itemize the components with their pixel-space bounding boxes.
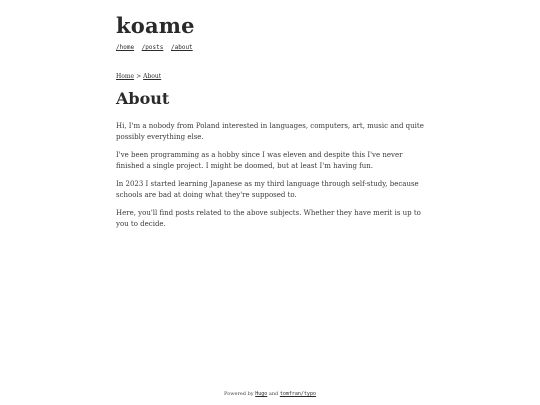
page-title: About xyxy=(116,89,170,108)
main-nav xyxy=(116,43,197,52)
content-paragraph-intro: Hi, I'm a nobody from Poland interested in languages, computers, art, music and quite possibly everything else. xyxy=(116,122,424,141)
page-content xyxy=(116,121,428,237)
footer-hugo-link[interactable]: Hugo xyxy=(255,391,268,397)
footer-theme-link[interactable]: tomfran/typo xyxy=(279,391,316,397)
footer-and: and xyxy=(268,391,279,397)
nav-link-about[interactable]: /about xyxy=(171,44,193,51)
breadcrumb-current-link[interactable]: About xyxy=(143,73,162,80)
site-footer xyxy=(0,391,540,398)
content-paragraph-programming: I've been programming as a hobby since I was eleven and despite this I've never finished a single project. I might be doomed, but at least I'm having fun. xyxy=(116,151,403,170)
site-title-link[interactable]: koame xyxy=(116,13,195,38)
breadcrumb-home-link[interactable]: Home xyxy=(116,73,135,80)
content-paragraph-posts: Here, you'll find posts related to the above subjects. Whether they have merit is up to you to decide. xyxy=(116,209,421,228)
breadcrumb xyxy=(116,73,161,81)
breadcrumb-separator: > xyxy=(136,73,142,80)
nav-link-posts[interactable]: /posts xyxy=(141,44,164,51)
footer-powered-by: Powered by xyxy=(224,391,254,397)
content-paragraph-japanese: In 2023 I started learning Japanese as my third language through self-study, because schools are bad at doing what they're supposed to. xyxy=(116,180,419,199)
nav-link-home[interactable]: /home xyxy=(116,44,135,51)
